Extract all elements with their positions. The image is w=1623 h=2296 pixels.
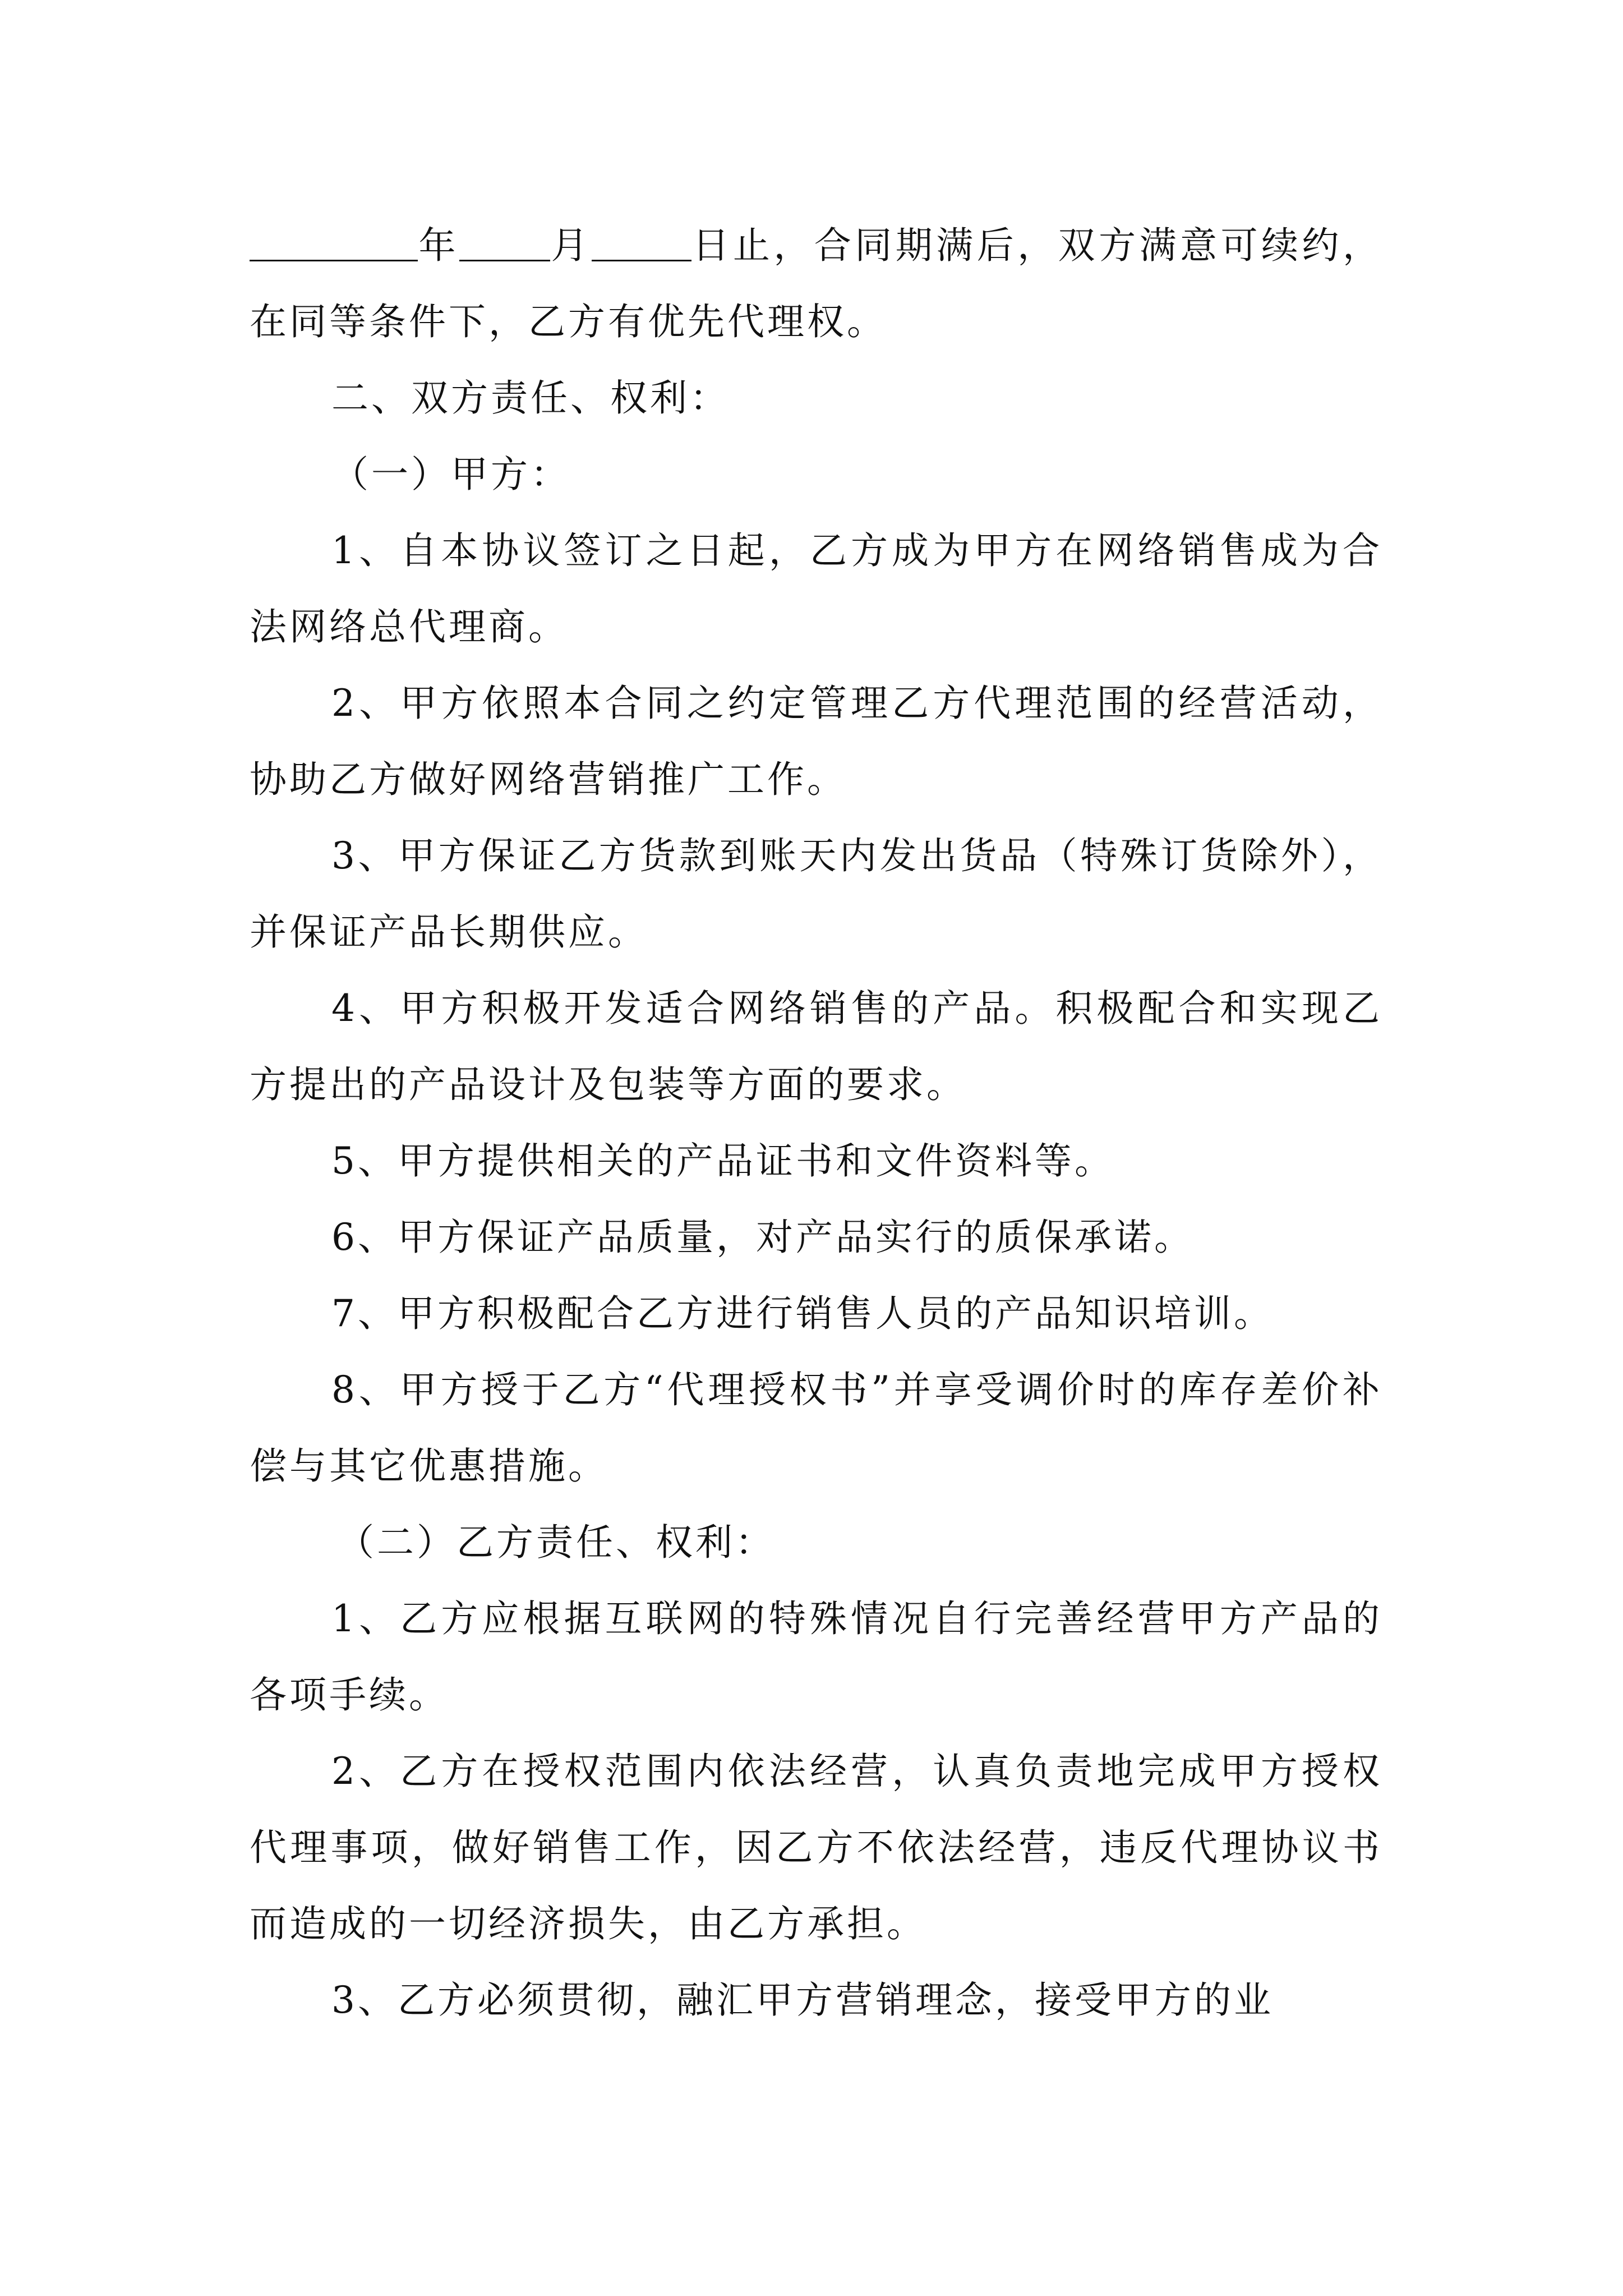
- month-label: 月: [550, 224, 592, 267]
- section-heading: 二、双方责任、权利：: [331, 376, 730, 420]
- contract-text: [250, 208, 1382, 2039]
- party-a-clause-2: 2、甲方依照本合同之约定管理乙方代理范围的经营活动，协助乙方做好网络营销推广工作。: [250, 682, 1382, 801]
- party-a-clause-7: 7、甲方积极配合乙方进行销售人员的产品知识培训。: [331, 1292, 1274, 1335]
- day-blank: [592, 216, 691, 261]
- term-text: 日止，合同期满后，双方满意可续约，在同等条件下，乙方有优先代理权。: [250, 224, 1383, 343]
- party-b-heading: （二）乙方责任、权利：: [337, 1521, 775, 1564]
- year-blank: [250, 216, 418, 261]
- party-a-clause-8: 8、甲方授于乙方“代理授权书”并享受调价时的库存差价补偿与其它优惠措施。: [250, 1368, 1382, 1488]
- party-b-clause-1: 1、乙方应根据互联网的特殊情况自行完善经营甲方产品的各项手续。: [250, 1597, 1382, 1717]
- party-b-clause-3: 3、乙方必须贯彻，融汇甲方营销理念，接受甲方的业: [331, 1978, 1274, 2022]
- month-blank: [459, 216, 550, 261]
- party-a-clause-4: 4、甲方积极开发适合网络销售的产品。积极配合和实现乙方提出的产品设计及包装等方面的要求。: [250, 987, 1382, 1106]
- party-a-heading: （一）甲方：: [331, 453, 570, 496]
- party-a-clause-1: 1、自本协议签订之日起，乙方成为甲方在网络销售成为合法网络总代理商。: [250, 529, 1382, 648]
- party-b-clause-2: 2、乙方在授权范围内依法经营，认真负责地完成甲方授权代理事项，做好销售工作，因乙方不依法经营，违反代理协议书而造成的一切经济损失，由乙方承担。: [250, 1750, 1382, 1945]
- party-a-clause-6: 6、甲方保证产品质量，对产品实行的质保承诺。: [331, 1216, 1194, 1259]
- party-a-clause-5: 5、甲方提供相关的产品证书和文件资料等。: [331, 1139, 1114, 1182]
- year-label: 年: [418, 224, 459, 267]
- term-paragraph: [250, 208, 1382, 360]
- party-a-clause-3: 3、甲方保证乙方货款到账天内发出货品（特殊订货除外），并保证产品长期供应。: [250, 834, 1382, 954]
